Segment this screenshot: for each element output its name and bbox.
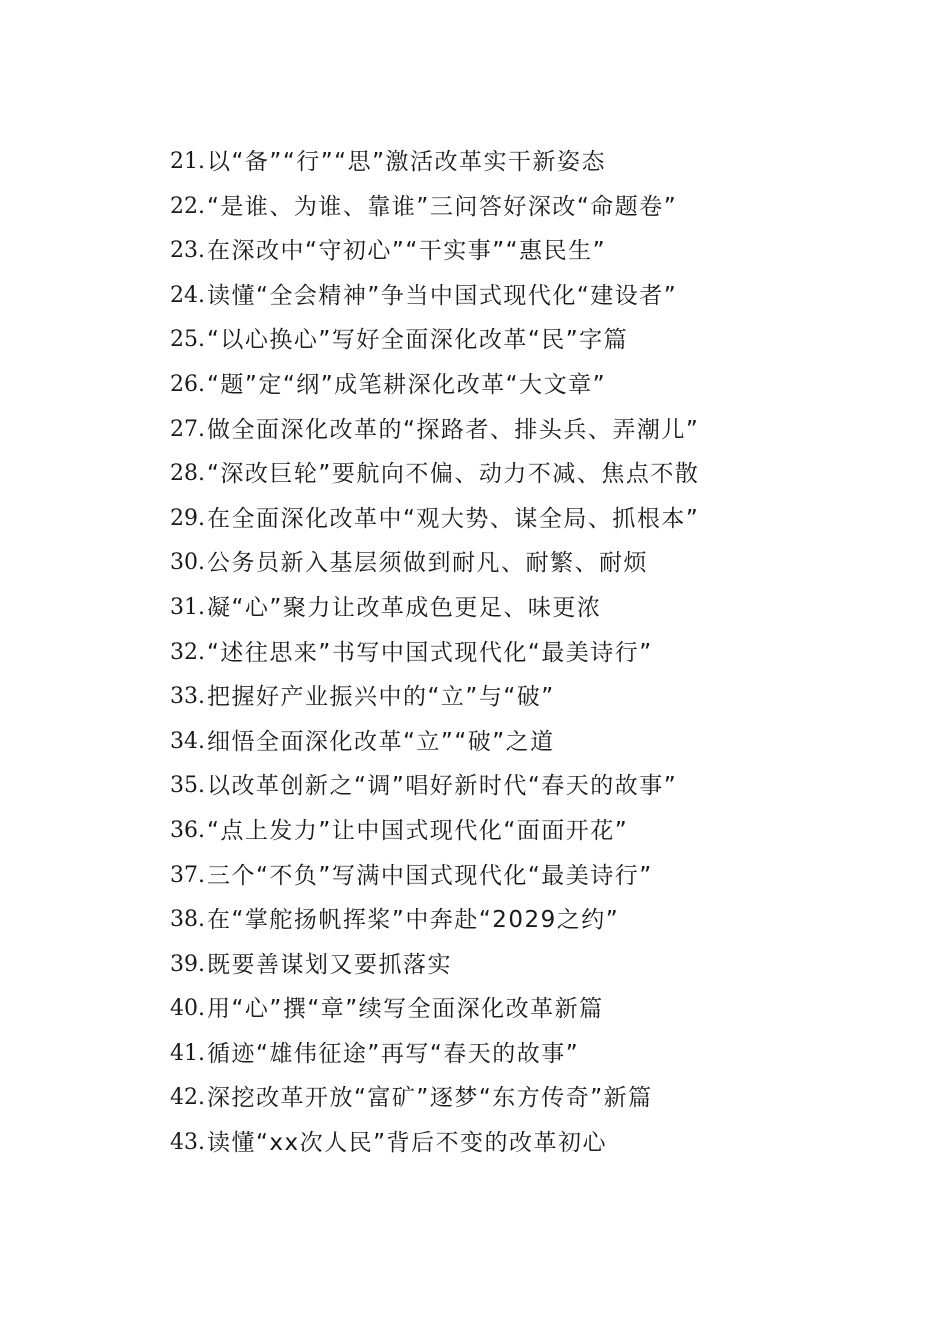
item-text: 以“备”“行”“思”激活改革实干新姿态 — [207, 149, 606, 175]
item-text: 以改革创新之“调”唱好新时代“春天的故事” — [207, 773, 678, 800]
list-item — [170, 586, 790, 631]
item-number: 37. — [170, 862, 205, 888]
item-text: “深改巨轮”要航向不偏、动力不减、焦点不散 — [207, 461, 700, 488]
list-item — [170, 943, 790, 988]
item-number: 34. — [170, 728, 205, 754]
item-text: 读懂“全会精神”争当中国式现代化“建设者” — [207, 282, 678, 309]
item-number: 24. — [170, 282, 205, 308]
item-text: 在“掌舵扬帆挥桨”中奔赴“2029之约” — [207, 907, 620, 934]
list-item — [170, 1121, 790, 1166]
item-number: 21. — [170, 149, 205, 174]
item-text: 读懂“xx次人民”背后不变的改革初心 — [207, 1130, 608, 1157]
list-item — [170, 1076, 790, 1121]
list-item — [170, 631, 790, 676]
list-item — [170, 541, 790, 586]
item-text: 细悟全面深化改革“立”“破”之道 — [207, 728, 555, 755]
item-number: 25. — [170, 327, 205, 353]
item-number: 42. — [170, 1085, 205, 1111]
list-item — [170, 408, 790, 453]
list-item — [170, 720, 790, 765]
list-item — [170, 318, 790, 363]
item-number: 39. — [170, 951, 205, 977]
item-text: 用“心”撰“章”续写全面深化改革新篇 — [207, 996, 604, 1023]
item-text: “是谁、为谁、靠谁”三问答好深改“命题卷” — [207, 193, 678, 220]
item-number: 23. — [170, 238, 205, 264]
item-number: 29. — [170, 505, 205, 531]
list-item — [170, 185, 790, 230]
item-number: 30. — [170, 550, 205, 576]
item-number: 36. — [170, 817, 205, 843]
list-item — [170, 140, 790, 185]
item-text: 深挖改革开放“富矿”逐梦“东方传奇”新篇 — [207, 1085, 653, 1112]
item-text: 在全面深化改革中“观大势、谋全局、抓根本” — [207, 505, 700, 532]
title-list — [170, 140, 790, 1166]
list-item — [170, 809, 790, 854]
item-number: 33. — [170, 684, 205, 710]
item-number: 38. — [170, 907, 205, 933]
item-number: 41. — [170, 1040, 205, 1066]
list-item — [170, 987, 790, 1032]
list-item — [170, 274, 790, 319]
item-text: 既要善谋划又要抓落实 — [207, 951, 452, 978]
item-text: “点上发力”让中国式现代化“面面开花” — [207, 817, 629, 844]
item-number: 40. — [170, 996, 205, 1022]
item-number: 32. — [170, 639, 205, 665]
item-text: “以心换心”写好全面深化改革“民”字篇 — [207, 327, 629, 354]
list-item — [170, 854, 790, 899]
list-item — [170, 452, 790, 497]
item-text: 把握好产业振兴中的“立”与“破” — [207, 684, 555, 711]
item-text: “题”定“纲”成笔耕深化改革“大文章” — [207, 371, 606, 398]
item-number: 28. — [170, 461, 205, 487]
list-item — [170, 764, 790, 809]
item-text: 循迹“雄伟征途”再写“春天的故事” — [207, 1040, 580, 1067]
item-text: 做全面深化改革的“探路者、排头兵、弄潮儿” — [207, 416, 700, 443]
item-number: 43. — [170, 1130, 205, 1156]
item-text: “述往思来”书写中国式现代化“最美诗行” — [207, 639, 653, 666]
item-text: 凝“心”聚力让改革成色更足、味更浓 — [207, 594, 602, 621]
item-number: 26. — [170, 371, 205, 397]
list-item — [170, 1032, 790, 1077]
item-number: 27. — [170, 416, 205, 442]
list-item — [170, 898, 790, 943]
item-text: 在深改中“守初心”“干实事”“惠民生” — [207, 238, 606, 265]
item-number: 22. — [170, 193, 205, 219]
item-number: 31. — [170, 594, 205, 620]
list-item — [170, 363, 790, 408]
list-item — [170, 497, 790, 542]
item-text: 公务员新入基层须做到耐凡、耐繁、耐烦 — [207, 550, 648, 577]
item-number: 35. — [170, 773, 205, 799]
list-item — [170, 675, 790, 720]
item-text: 三个“不负”写满中国式现代化“最美诗行” — [207, 862, 653, 889]
list-item — [170, 229, 790, 274]
